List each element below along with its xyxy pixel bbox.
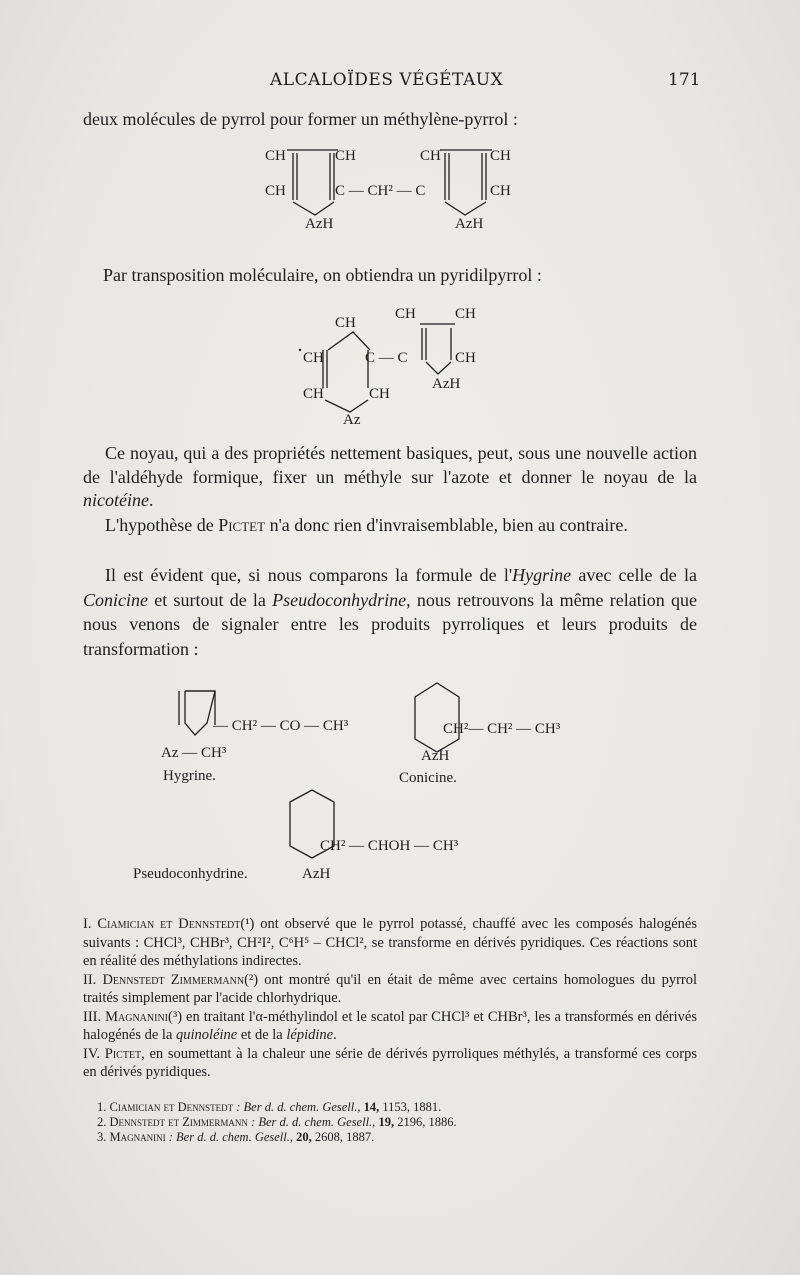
references-section bbox=[97, 1100, 697, 1145]
ref-2-rest: 2196, 1886. bbox=[394, 1115, 457, 1129]
pseudo-azh: AzH bbox=[302, 866, 331, 882]
paragraph-hypothese bbox=[83, 514, 697, 538]
note-4-names: Pictet bbox=[104, 1045, 142, 1062]
formula1-ch-5: CH bbox=[490, 148, 511, 164]
para2-start: L'hypothèse de bbox=[105, 515, 219, 535]
transposition-text: Par transposition moléculaire, on obtiendra un pyridilpyrrol : bbox=[103, 265, 542, 285]
formula1-ch-1: CH bbox=[265, 148, 286, 164]
bond bbox=[325, 400, 368, 412]
formula2-ch-r2: CH bbox=[455, 306, 476, 322]
para3-c: et surtout de la bbox=[148, 589, 273, 610]
intro-line bbox=[83, 108, 697, 132]
formula1-ch-6: CH bbox=[490, 183, 511, 199]
ref-1-num: 1. bbox=[97, 1100, 107, 1114]
para3-a: Il est évident que, si nous comparons la formule de l' bbox=[105, 565, 513, 585]
ref-1-journal: : Ber d. d. chem. Gesell., bbox=[233, 1100, 361, 1114]
running-header: ALCALOÏDES VÉGÉTAUX bbox=[270, 70, 504, 90]
bond bbox=[426, 362, 451, 374]
formula2-ch-r3: CH bbox=[455, 350, 476, 366]
note-3-text-a: en traitant l'α-méthylindol et le scatol par CHCl³ et CHBr³, les a transformés en dérivés halogénés de la bbox=[83, 1008, 697, 1043]
bond bbox=[293, 202, 334, 215]
notes-section bbox=[83, 915, 697, 1082]
note-2-ref: (²) bbox=[244, 971, 259, 988]
methylene-pyrrol-formula bbox=[260, 140, 530, 240]
para2-name: Pictet bbox=[218, 515, 266, 535]
ref-3-vol: 20, bbox=[293, 1130, 312, 1144]
formula1-ch-4: CH bbox=[420, 148, 441, 164]
hygrine-name: Hygrine. bbox=[163, 768, 216, 784]
pseudo-name: Pseudoconhydrine. bbox=[133, 866, 248, 882]
formula1-azh-2: AzH bbox=[455, 216, 484, 232]
para3-conicine: Conicine bbox=[83, 589, 148, 610]
ref-3-authors: Magnanini bbox=[109, 1130, 166, 1144]
note-1-num: I. bbox=[83, 916, 98, 932]
formula2-az: Az bbox=[343, 412, 361, 428]
transposition-line bbox=[103, 264, 717, 288]
ref-2-authors: Dennstedt et Zimmermann bbox=[109, 1115, 248, 1129]
ref-2-vol: 19, bbox=[375, 1115, 395, 1129]
note-2-num: II. bbox=[83, 971, 103, 988]
formula1-ch-2: CH bbox=[335, 148, 356, 164]
paragraph-noyau-text bbox=[83, 442, 697, 513]
hygrine-formula bbox=[155, 685, 405, 785]
pseudo-chain: CH² — CHOH — CH³ bbox=[320, 838, 459, 854]
note-3 bbox=[83, 1008, 697, 1045]
ref-2-journal: : Ber d. d. chem. Gesell., bbox=[247, 1115, 376, 1129]
note-1-names: Ciamician et Dennstedt bbox=[97, 916, 241, 932]
ref-3-num: 3. bbox=[97, 1130, 107, 1144]
note-3-lepidine: lépidine bbox=[286, 1027, 334, 1043]
bond bbox=[445, 202, 486, 215]
note-3-quinoleine: quinoléine bbox=[176, 1027, 238, 1043]
conicine-azh: AzH bbox=[421, 748, 450, 764]
note-4-text: , en soumettant à la chaleur une série de dérivés pyrroliques méthylés, a transformé ces corps en dérivés pyridiques. bbox=[83, 1045, 697, 1080]
formula1-azh-1: AzH bbox=[305, 216, 334, 232]
hygrine-az: Az — CH³ bbox=[161, 745, 227, 761]
para3-b: avec celle de la bbox=[571, 565, 697, 585]
note-3-num: III. bbox=[83, 1008, 106, 1025]
formula2-ch-top: CH bbox=[335, 315, 356, 331]
pyridilpyrrol-formula bbox=[295, 300, 515, 430]
reference-3 bbox=[97, 1130, 697, 1145]
para3-hygrine: Hygrine bbox=[512, 565, 572, 585]
formula1-bridge: C — CH² — C bbox=[335, 183, 426, 199]
note-3-ref: (³) bbox=[168, 1008, 183, 1025]
hygrine-chain: — CH² — CO — CH³ bbox=[213, 718, 349, 734]
ref-3-rest: 2608, 1887. bbox=[311, 1130, 375, 1144]
paragraph-comparaison bbox=[83, 563, 697, 661]
para2-rest: n'a donc rien d'invraisemblable, bien au contraire. bbox=[265, 515, 628, 535]
intro-text: deux molécules de pyrrol pour former un méthylène-pyrrol : bbox=[83, 109, 518, 129]
note-2 bbox=[83, 971, 697, 1008]
bond bbox=[185, 691, 215, 735]
ref-2-num: 2. bbox=[97, 1115, 107, 1129]
conicine-chain: CH²— CH² — CH³ bbox=[443, 721, 561, 737]
reference-1 bbox=[97, 1100, 697, 1115]
reference-2 bbox=[97, 1115, 697, 1130]
note-2-text: ont montré qu'il en était de même avec certains homologues du pyrrol traités simplement par l'acide chlorhydrique. bbox=[83, 971, 697, 1006]
ref-3-journal: : Ber d. d. chem. Gesell., bbox=[165, 1130, 294, 1144]
conicine-name: Conicine. bbox=[399, 770, 457, 786]
note-1 bbox=[83, 915, 697, 971]
paragraph-comparaison-text bbox=[83, 563, 697, 661]
formula2-ch-l2: CH bbox=[303, 386, 324, 402]
ref-1-vol: 14, bbox=[360, 1100, 380, 1114]
formula2-c-link: C — C bbox=[365, 350, 408, 366]
note-4-num: IV. bbox=[83, 1045, 105, 1062]
stray-dot bbox=[299, 349, 301, 351]
formula2-ch-l3: CH bbox=[369, 386, 390, 402]
bond bbox=[328, 332, 370, 350]
para1-text: Ce noyau, qui a des propriétés nettement basiques, peut, sous une nouvelle action de l'aldéhyde formique, fixer un méthyle sur l'azote et donner le noyau de la bbox=[83, 443, 697, 487]
formula2-azh: AzH bbox=[432, 376, 461, 392]
conicine-formula bbox=[395, 675, 655, 785]
para1-italic: nicotéine bbox=[83, 490, 149, 510]
bond bbox=[415, 683, 459, 752]
note-1-text: ont observé que le pyrrol potassé, chauffé avec les composés halogénés suivants : CHCl³, CHBr³, CH²I², C⁶H⁵ – CHCl², se transforme en dérivés pyridiques. Ces réactions sont en réalité des méthylations indirectes. bbox=[83, 916, 697, 969]
para3-d: , nous retrouvons la même relation que nous venons de signaler entre les produits pyrroliques et leurs produits de transformation : bbox=[83, 589, 697, 659]
note-3-text-b: et de la bbox=[237, 1027, 287, 1043]
note-2-names: Dennstedt Zimmermann bbox=[102, 971, 245, 988]
ref-1-authors: Ciamician et Dennstedt bbox=[109, 1100, 234, 1114]
note-3-text-c: . bbox=[333, 1027, 337, 1043]
paragraph-noyau bbox=[83, 442, 697, 513]
note-4 bbox=[83, 1045, 697, 1082]
para1-end: . bbox=[148, 490, 154, 510]
formula2-ch-l1: CH bbox=[303, 350, 324, 366]
pseudoconhydrine-formula bbox=[130, 786, 530, 886]
formula1-ch-3: CH bbox=[265, 183, 286, 199]
note-1-ref: (¹) bbox=[240, 916, 255, 932]
page-number: 171 bbox=[668, 70, 701, 90]
para3-pseudo: Pseudoconhydrine bbox=[272, 589, 407, 610]
formula2-ch-r1: CH bbox=[395, 306, 416, 322]
paragraph-hypothese-text bbox=[83, 514, 697, 538]
ref-1-rest: 1153, 1881. bbox=[379, 1100, 442, 1114]
note-3-names: Magnanini bbox=[105, 1008, 169, 1025]
